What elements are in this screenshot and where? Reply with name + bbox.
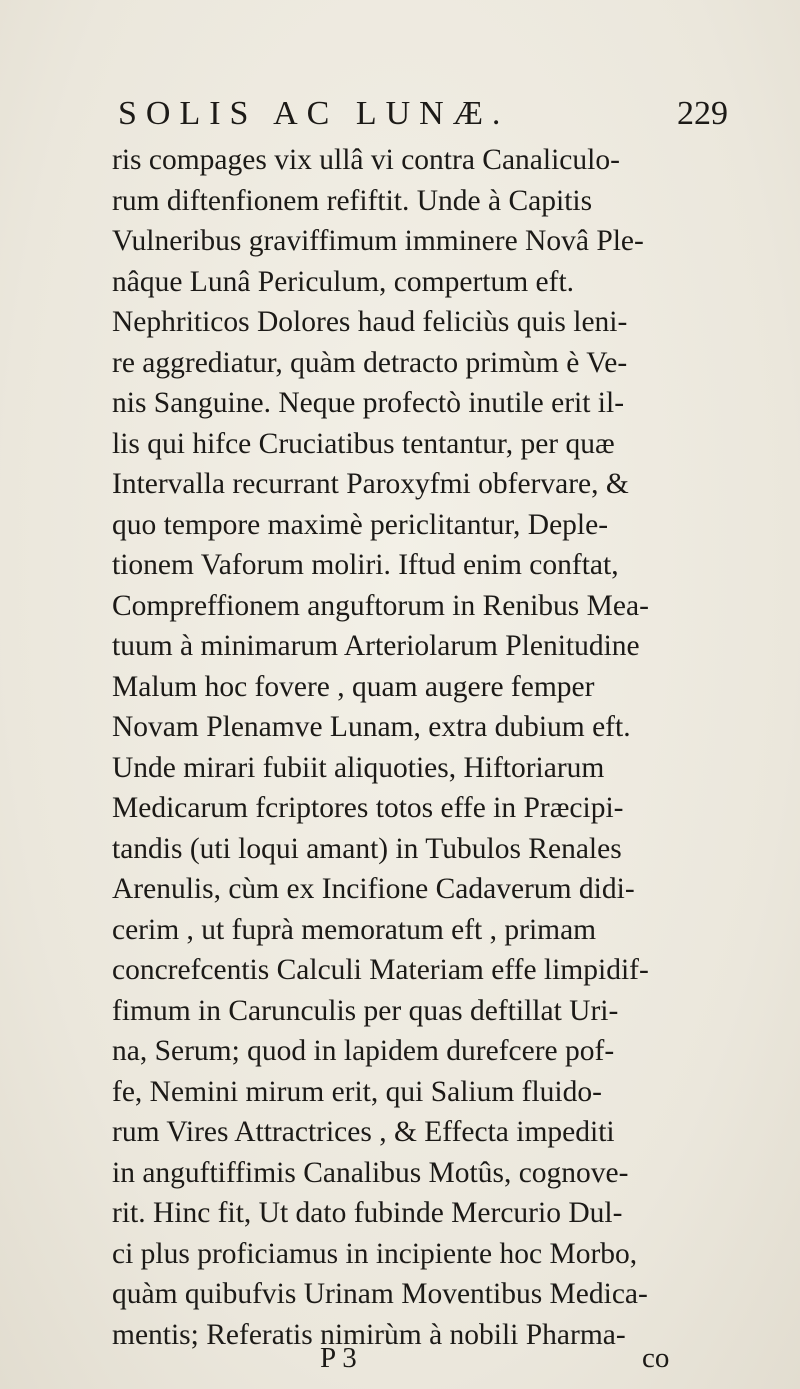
text-line: mentis; Referatis nimirùm à nobili Pharma- (112, 1318, 626, 1351)
text-line: Vulneribus graviffimum imminere Novâ Ple- (112, 225, 644, 257)
text-line: Compreffionem anguftorum in Renibus Mea- (112, 589, 649, 622)
text-line: Medicarum fcriptores totos effe in Præcipi- (112, 792, 624, 824)
text-line: Novam Plenamve Lunam, extra dubium eft. (112, 711, 631, 743)
text-line: ris compages vix ullâ vi contra Canaliculo- (112, 144, 620, 176)
text-line: fimum in Carunculis per quas deftillat Uri- (112, 994, 619, 1027)
page-header (118, 92, 728, 136)
text-line: tandis (uti loqui amant) in Tubulos Renales (112, 832, 622, 865)
text-line: tionem Vaforum moliri. Iftud enim conftat, (112, 549, 619, 581)
text-line: Malum hoc fovere , quam augere femper (112, 670, 595, 703)
text-line: lis qui hifce Cruciatibus tentantur, per quæ (112, 427, 615, 460)
running-head: SOLIS AC LUNÆ. (118, 95, 510, 132)
text-line: Arenulis, cùm ex Incifione Cadaverum didi- (112, 873, 635, 905)
text-line: rum diftenfionem refiftit. Unde à Capitis (112, 184, 593, 217)
text-line: nâque Lunâ Periculum, compertum eft. (112, 265, 575, 298)
text-line: cerim , ut fuprà memoratum eft , primam (112, 913, 597, 946)
body-text (112, 140, 772, 1355)
text-line: ci plus proficiamus in incipiente hoc Morbo, (112, 1237, 638, 1270)
catchword: co (642, 1342, 670, 1374)
text-line: nis Sanguine. Neque profectò inutile erit il- (112, 387, 625, 419)
text-line: in anguftiffimis Canalibus Motûs, cognove- (112, 1156, 629, 1189)
text-line: fe, Nemini mirum erit, qui Salium fluido- (112, 1075, 602, 1108)
text-line: quàm quibufvis Urinam Moventibus Medica- (112, 1278, 648, 1310)
page-number: 229 (677, 95, 728, 132)
text-line: re aggrediatur, quàm detracto primùm è Ve- (112, 346, 628, 379)
text-line: rit. Hinc fit, Ut dato fubinde Mercurio Dul- (112, 1197, 623, 1229)
text-line: Intervalla recurrant Paroxyfmi obfervare, & (112, 468, 629, 500)
text-line: concrefcentis Calculi Materiam effe limpidif- (112, 954, 649, 986)
text-line: tuum à minimarum Arteriolarum Plenitudine (112, 630, 640, 662)
page-footer (112, 1338, 772, 1378)
text-line: quo tempore maximè periclitantur, Deple- (112, 508, 609, 541)
text-line: na, Serum; quod in lapidem durefcere pof- (112, 1035, 615, 1067)
text-line: rum Vires Attractrices , & Effecta impediti (112, 1116, 615, 1148)
signature-mark: P 3 (320, 1342, 357, 1374)
text-line: Nephriticos Dolores haud feliciùs quis leni- (112, 306, 628, 338)
text-line: Unde mirari fubiit aliquoties, Hiftoriarum (112, 751, 605, 784)
